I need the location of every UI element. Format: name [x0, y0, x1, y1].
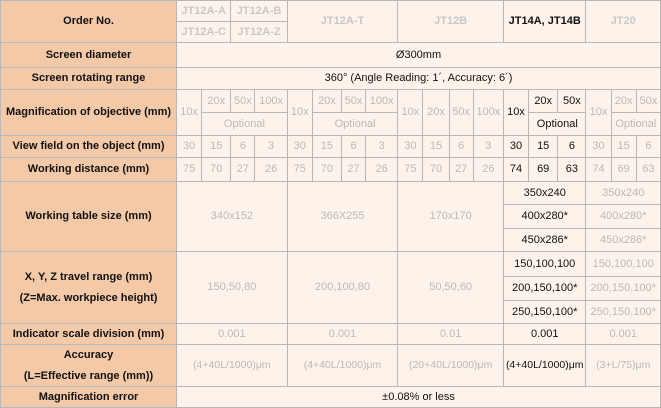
view-field-value: 15 [423, 136, 449, 158]
working-distance-value: 26 [366, 158, 398, 182]
mag-20x: 20x [529, 90, 558, 113]
mag-100x: 100x [473, 90, 503, 136]
travel-jt20-2: 200,150,100* [586, 277, 661, 301]
mag-50x: 50x [558, 90, 586, 113]
travel-jt12a-t: 200,100,80 [287, 252, 398, 324]
table-size-jt20-2: 400x280* [586, 205, 661, 229]
view-field-value: 15 [312, 136, 341, 158]
travel-jt14-3: 250,150,100* [503, 301, 586, 324]
working-distance-value: 27 [449, 158, 473, 182]
mag-error-label: Magnification error [1, 387, 177, 408]
screen-rotating-value: 360° (Angle Reading: 1´, Accuracy: 6´) [177, 68, 661, 90]
mag-10x: 10x [177, 90, 202, 136]
view-field-value: 30 [586, 136, 611, 158]
model-jt12b: JT12B [398, 1, 504, 43]
screen-diameter-value: Ø300mm [177, 43, 661, 68]
indicator-jt20: 0.001 [586, 324, 661, 345]
mag-20x: 20x [611, 90, 636, 113]
accuracy-jt14: (4+40L/1000)μm [503, 345, 586, 387]
screen-diameter-label: Screen diameter [1, 43, 177, 68]
mag-optional: Optional [611, 113, 660, 136]
table-size-jt12a-t: 366X255 [287, 182, 398, 252]
view-field-value: 30 [503, 136, 528, 158]
mag-10x: 10x [586, 90, 611, 136]
model-jt12a-a: JT12A-A [177, 1, 231, 22]
travel-jt20-3: 250,150,100* [586, 301, 661, 324]
travel-jt14-2: 200,150,100* [503, 277, 586, 301]
model-jt12a-c: JT12A-C [177, 22, 231, 43]
table-size-jt20-3: 450x286* [586, 229, 661, 252]
mag-10x: 10x [503, 90, 528, 136]
accuracy-label-line1: Accuracy [63, 348, 114, 361]
view-field-value: 15 [611, 136, 636, 158]
mag-100x: 100x [366, 90, 398, 113]
view-field-value: 6 [558, 136, 586, 158]
table-size-jt12a-ab: 340x152 [177, 182, 288, 252]
travel-jt20-1: 150,100,100 [586, 252, 661, 277]
working-distance-value: 70 [202, 158, 231, 182]
magnification-label: Magnification of objective (mm) [1, 90, 177, 136]
view-field-value: 3 [366, 136, 398, 158]
mag-20x: 20x [423, 90, 449, 136]
mag-20x: 20x [312, 90, 341, 113]
travel-jt12a-ab: 150,50,80 [177, 252, 288, 324]
accuracy-jt20: (3+L/75)μm [586, 345, 661, 387]
travel-range-label [1, 252, 177, 324]
travel-range-label-line1: X, Y, Z travel range (mm) [24, 270, 153, 283]
accuracy-jt12b: (20+40L/1000)μm [398, 345, 504, 387]
working-distance-value: 70 [423, 158, 449, 182]
table-size-jt14-2: 400x280* [503, 205, 586, 229]
model-jt14: JT14A, JT14B [503, 1, 586, 43]
view-field-value: 3 [473, 136, 503, 158]
working-distance-value: 26 [473, 158, 503, 182]
mag-50x: 50x [449, 90, 473, 136]
working-distance-value: 26 [255, 158, 287, 182]
order-no-label: Order No. [1, 1, 177, 43]
working-distance-value: 74 [586, 158, 611, 182]
working-distance-value: 69 [611, 158, 636, 182]
travel-jt14-1: 150,100,100 [503, 252, 586, 277]
table-size-jt14-3: 450x286* [503, 229, 586, 252]
working-distance-value: 74 [503, 158, 528, 182]
table-size-jt12b: 170x170 [398, 182, 504, 252]
view-field-value: 6 [449, 136, 473, 158]
mag-10x: 10x [398, 90, 423, 136]
mag-optional: Optional [529, 113, 586, 136]
mag-50x: 50x [341, 90, 365, 113]
indicator-jt12a-t: 0.001 [287, 324, 398, 345]
view-field-value: 6 [231, 136, 255, 158]
working-distance-value: 75 [177, 158, 202, 182]
travel-range-label-line2: (Z=Max. workpiece height) [19, 291, 158, 304]
accuracy-jt12a-ab: (4+40L/1000)μm [177, 345, 288, 387]
accuracy-jt12a-t: (4+40L/1000)μm [287, 345, 398, 387]
working-distance-value: 63 [636, 158, 660, 182]
working-distance-value: 70 [312, 158, 341, 182]
travel-jt12b: 50,50,60 [398, 252, 504, 324]
table-size-label: Working table size (mm) [1, 182, 177, 252]
accuracy-label-line2: (L=Effective range (mm)) [23, 369, 154, 382]
view-field-value: 6 [341, 136, 365, 158]
screen-rotating-label: Screen rotating range [1, 68, 177, 90]
mag-50x: 50x [636, 90, 660, 113]
working-distance-value: 69 [529, 158, 558, 182]
working-distance-label: Working distance (mm) [1, 158, 177, 182]
table-size-jt14-1: 350x240 [503, 182, 586, 205]
working-distance-value: 27 [231, 158, 255, 182]
view-field-label: View field on the object (mm) [1, 136, 177, 158]
mag-20x: 20x [202, 90, 231, 113]
view-field-value: 6 [636, 136, 660, 158]
accuracy-label [1, 345, 177, 387]
model-jt12a-z: JT12A-Z [231, 22, 287, 43]
view-field-value: 30 [177, 136, 202, 158]
indicator-jt12b: 0.01 [398, 324, 504, 345]
mag-error-value: ±0.08% or less [177, 387, 661, 408]
view-field-value: 30 [398, 136, 423, 158]
view-field-value: 3 [255, 136, 287, 158]
mag-optional: Optional [202, 113, 288, 136]
working-distance-value: 75 [287, 158, 312, 182]
view-field-value: 15 [202, 136, 231, 158]
view-field-value: 15 [529, 136, 558, 158]
indicator-label: Indicator scale division (mm) [1, 324, 177, 345]
indicator-jt12a-ab: 0.001 [177, 324, 288, 345]
working-distance-value: 27 [341, 158, 365, 182]
working-distance-value: 75 [398, 158, 423, 182]
mag-optional: Optional [312, 113, 398, 136]
mag-10x: 10x [287, 90, 312, 136]
model-jt12a-b: JT12A-B [231, 1, 287, 22]
model-jt12a-t: JT12A-T [287, 1, 398, 43]
view-field-value: 30 [287, 136, 312, 158]
mag-50x: 50x [231, 90, 255, 113]
model-jt20: JT20 [586, 1, 661, 43]
table-size-jt20-1: 350x240 [586, 182, 661, 205]
indicator-jt14: 0.001 [503, 324, 586, 345]
mag-100x: 100x [255, 90, 287, 113]
working-distance-value: 63 [558, 158, 586, 182]
